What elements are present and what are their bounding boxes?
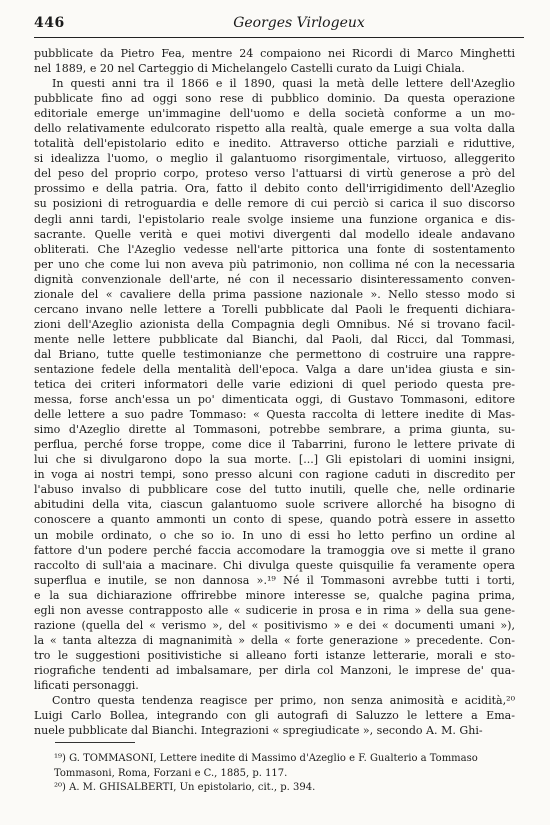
text-line: Contro questa tendenza reagisce per primo, non senza animosità e acidità,²⁰: [52, 694, 515, 708]
text-line: Luigi Carlo Bollea, integrando con gli autografi di Saluzzo le lettere a Ema-: [34, 709, 515, 723]
text-line: messa, forse anch'essa un po' dimenticata oggi, di Gustavo Tommasoni, editore: [34, 393, 515, 407]
text-line: raccolto di sull'aia a macinare. Chi divulga queste quisquilie fa veramente opera: [34, 558, 515, 572]
text-line: pubblicate da Pietro Fea, mentre 24 compaiono nei Ricordi di Marco Minghetti: [34, 47, 515, 60]
running-head: Georges Virlogeux: [233, 15, 365, 31]
footnote-rule: [55, 742, 135, 743]
text-line: zionale del « cavaliere della prima passione nazionale ». Nello stesso modo si: [34, 287, 515, 301]
text-line: zioni dell'Azeglio azionista della Compagnia degli Omnibus. Né si trovano facil-: [34, 317, 515, 331]
text-line: nuele pubblicate dal Bianchi. Integrazioni « spregiudicate », secondo A. M. Ghi-: [34, 724, 483, 738]
text-line: razione (quella del « verismo », del « positivismo » e dei « documenti umani »),: [34, 618, 515, 632]
text-line: tro le suggestioni positivistiche si alleano forti istanze letterarie, morali e sto-: [34, 648, 515, 662]
text-line: degli anni tardi, l'epistolario reale svolge insieme una funzione organica e dis-: [34, 212, 515, 226]
text-line: abitudini della vita, ciascun galantuomo suole scrivere allorché ha bisogno di: [34, 498, 515, 512]
text-line: e la sua dichiarazione offrirebbe minore interesse se, qualche pagina prima,: [34, 588, 515, 602]
text-line: totalità dell'epistolario edito e inedito. Attraverso ottiche parziali e riduttive,: [34, 137, 515, 151]
footnote-line: Tommasoni, Roma, Forzani e C., 1885, p. 117.: [54, 767, 288, 779]
text-line: sentazione fedele della mentalità dell'epoca. Valga a dare un'idea giusta e sin-: [34, 362, 515, 376]
text-line: tetica dei criteri informatori delle varie edizioni di quel periodo questa pre-: [34, 378, 515, 392]
page-header: [34, 12, 524, 38]
text-line: dignità convenzionale dell'arte, né con il necessario disinteressamento conven-: [34, 272, 515, 286]
text-line: la « tanta altezza di magnanimità » della « forte generazione » precedente. Con-: [34, 633, 515, 647]
text-line: per uno che come lui non aveva più patrimonio, non collima né con la necessaria: [34, 257, 515, 271]
text-line: delle lettere a suo padre Tommaso: « Questa raccolta di lettere inedite di Mas-: [34, 408, 515, 422]
text-line: mente nelle lettere pubblicate dal Bianchi, dal Paoli, dal Ricci, dal Tommasi,: [34, 332, 515, 346]
text-line: si idealizza l'uomo, o meglio il galantuomo risorgimentale, virtuoso, alleggerito: [34, 152, 515, 166]
text-line: cercano invano nelle lettere a Torelli pubblicate dal Paoli le frequenti dichiara-: [34, 302, 515, 316]
footnote-line: ¹⁹) G. TOMMASONI, Lettere inedite di Massimo d'Azeglio e F. Gualterio a Tommaso: [54, 753, 478, 764]
text-line: dal Briano, tutte quelle testimonianze che permettono di costruire una rappre-: [34, 347, 515, 361]
text-line: riografiche tendenti ad imbalsamare, per dirla col Manzoni, le imprese de' qua-: [34, 663, 515, 677]
text-line: su posizioni di retroguardia e delle remore di cui perciò si carica il suo discorso: [34, 197, 515, 211]
text-line: prossimo e della patria. Ora, fatto il debito conto dell'irrigidimento dell'Azeglio: [34, 182, 515, 196]
text-line: lui che si divulgarono dopo la sua morte. [...] Gli epistolari di uomini insigni,: [34, 453, 515, 467]
footnote-line: ²⁰) A. M. GHISALBERTI, Un epistolario, cit., p. 394.: [54, 782, 316, 793]
footnotes: [54, 752, 514, 796]
text-line: in voga ai nostri tempi, sono presso alcuni con ragione caduti in discredito per: [34, 468, 515, 482]
text-line: superflua e inutile, se non dannosa ».¹⁹ Né il Tommasoni avrebbe tutti i torti,: [34, 573, 515, 587]
text-line: fattore d'un podere perché faccia accomodare la tramoggia ove si mette il grano: [34, 543, 515, 557]
text-line: del peso del proprio corpo, proteso verso l'attuarsi di virtù generose a prò del: [34, 167, 515, 181]
body-text: [34, 46, 515, 738]
text-line: simo d'Azeglio dirette al Tommasoni, potrebbe sembrare, a prima giunta, su-: [34, 423, 515, 437]
header-rule: [34, 37, 524, 38]
page-number: 446: [34, 15, 65, 31]
text-line: l'abuso invalso di pubblicare cose del tutto inutili, quelle che, nelle ordinarie: [34, 483, 515, 497]
text-line: conoscere a quanto ammonti un conto di spese, quando potrà essere in assetto: [34, 513, 515, 527]
text-line: lificati personaggi.: [34, 678, 139, 692]
text-line: sacrante. Quelle verità e quei motivi divergenti dal modello ideale andavano: [34, 227, 515, 241]
text-line: In questi anni tra il 1866 e il 1890, quasi la metà delle lettere dell'Azeglio: [52, 77, 515, 91]
text-line: obliterati. Che l'Azeglio vedesse nell'arte pittorica una fonte di sostentamento: [34, 242, 515, 256]
text-line: un mobile ordinato, o che so io. In uno di essi ho letto perfino un ordine al: [34, 528, 515, 542]
text-line: perflua, perché forse troppe, come dice il Tabarrini, furono le lettere private di: [34, 438, 515, 452]
text-line: pubblicate fino ad oggi sono rese di pubblico dominio. Da questa operazione: [34, 92, 515, 106]
text-line: dello relativamente edulcorato rispetto alla realtà, quale emerge a sua volta dalla: [34, 122, 515, 136]
text-line: nel 1889, e 20 nel Carteggio di Michelangelo Castelli curato da Luigi Chiala.: [34, 62, 465, 76]
text-line: egli non avesse contrapposto alle « sudicerie in prosa e in rima » della sua gene-: [34, 603, 515, 617]
text-line: editoriale emerge un'immagine dell'uomo e della società conforme a un mo-: [34, 107, 515, 121]
